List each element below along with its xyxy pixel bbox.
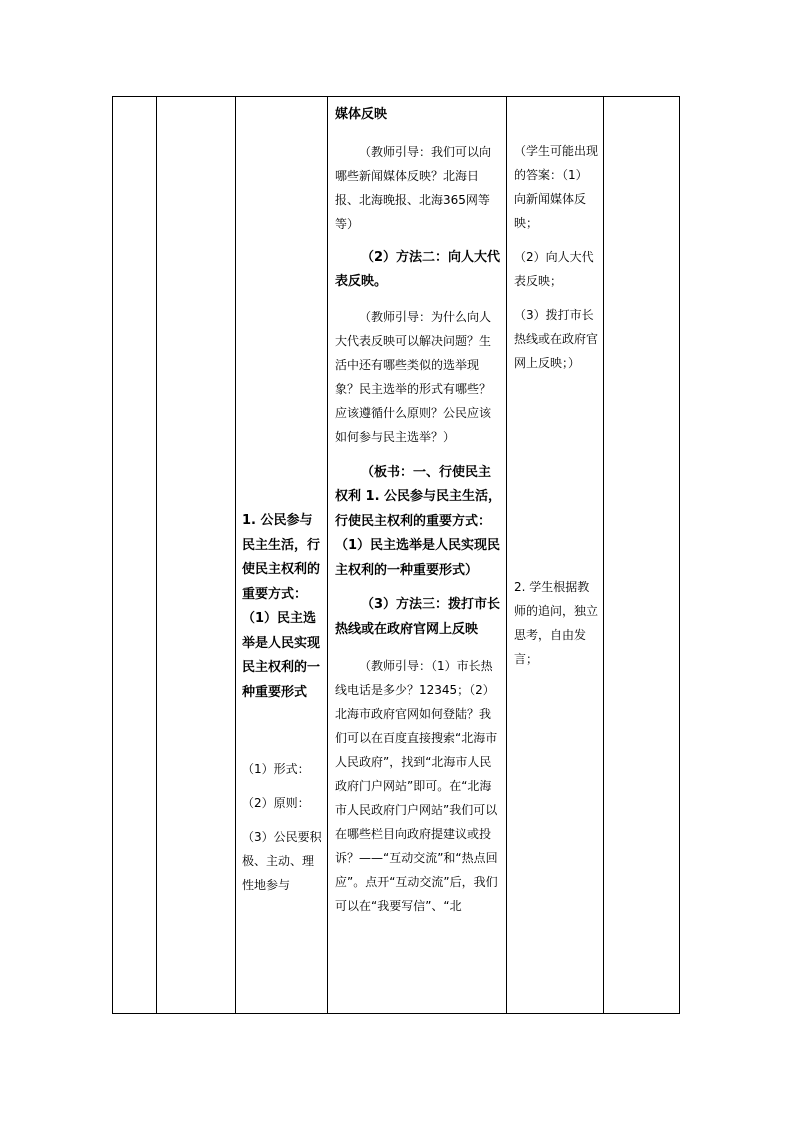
paragraph: （教师引导：（1）市长热线电话是多少？12345；（2）北海市政府官网如何登陆？我们可以在百度直接搜索“北海市人民政府”，找到“北海市人民政府门户网站”即可。在“北海市人民政府门户网站”我们可以在哪些栏目向政府提建议或投诉？——“互动交流”和“热点回应”。点开“互动交流”后，我们可以在“我要写信”、“北 [335, 659, 498, 913]
teaching-activity-cell [328, 97, 506, 1013]
lesson-plan-table [112, 96, 680, 1014]
paragraph: （2）方法二：向人大代表反映。 [335, 249, 501, 289]
table-cell-2 [157, 97, 235, 1013]
paragraph: （教师引导：我们可以向哪些新闻媒体反映？北海日报、北海晚报、北海365网等等） [335, 144, 492, 231]
paragraph: （3）拨打市长热线或在政府官网上反映；） [514, 308, 599, 370]
knowledge-heading: 1. 公民参与民主生活，行使民主权利的重要方式：（1）民主选举是人民实现民主权利的一种重要形式 [242, 513, 321, 700]
knowledge-points-cell [236, 97, 327, 1013]
paragraph: （3）方法三：拨打市长热线或在政府官网上反映 [335, 597, 501, 637]
table-cell-6 [604, 97, 681, 1013]
list-item: （2）原则： [242, 796, 310, 810]
list-item: （1）形式： [242, 762, 310, 776]
paragraph: （2）向人大代表反映； [514, 250, 594, 288]
paragraph: （教师引导：为什么向人大代表反映可以解决问题？生活中还有哪些类似的选举现象？民主选举的形式有哪些？应该遵循什么原则？公民应该如何参与民主选举？） [335, 309, 492, 444]
table-cell-1 [113, 97, 156, 1013]
student-activity-cell [507, 97, 603, 1013]
blackboard-note: （板书：一、行使民主权利 1. 公民参与民主生活，行使民主权利的重要方式：（1）民主选举是人民实现民主权利的一种重要形式） [335, 464, 502, 578]
paragraph: 媒体反映 [335, 107, 388, 122]
list-item: （3）公民要积极、主动、理性地参与 [242, 830, 322, 892]
paragraph: 2. 学生根据教师的追问，独立思考，自由发言； [514, 580, 599, 666]
paragraph: （学生可能出现的答案：（1）向新闻媒体反映； [514, 144, 599, 230]
